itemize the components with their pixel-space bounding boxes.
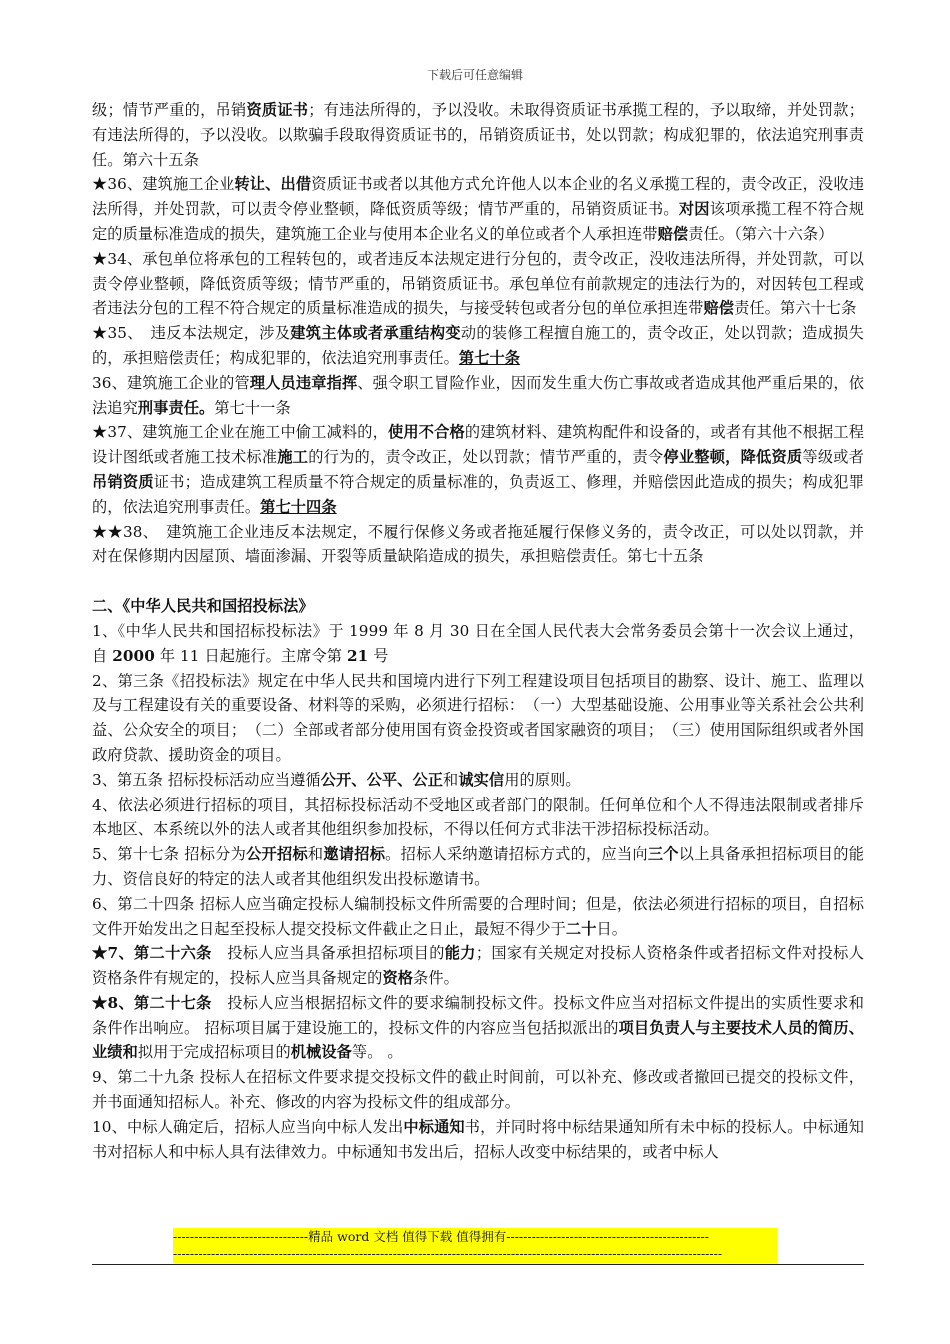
paragraph	[92, 247, 864, 321]
document-body	[92, 98, 864, 1164]
bold-text: 第七十四条	[260, 497, 337, 516]
paragraph	[92, 594, 864, 619]
bold-text: 刑事责任。	[137, 398, 215, 417]
paragraph	[92, 321, 864, 371]
text-segment: 3、第五条 招标投标活动应当遵循	[92, 770, 321, 789]
bold-text: 赔偿	[703, 299, 735, 318]
text-segment: ★36、建筑施工企业	[92, 175, 235, 194]
bold-text: 2000	[112, 646, 155, 665]
paragraph	[92, 420, 864, 519]
text-segment: 该项承揽工程不符合规定的质量标准造成的损失，建筑施工企业与使用本企业名义的单位或者个人承担连带	[92, 200, 864, 243]
text-segment: 的建筑材料、建筑构配件和设备的，或者有其他不根据工程设计图纸或者施工技术标准	[92, 423, 865, 467]
paragraph	[92, 98, 864, 172]
paragraph	[92, 793, 864, 843]
text-segment: 号	[368, 646, 389, 665]
text-segment: 级；情节严重的，吊销	[92, 101, 247, 119]
paragraph	[92, 941, 864, 991]
paragraph	[92, 1115, 864, 1165]
text-segment: ★35、 违反本法规定，涉及	[92, 324, 291, 343]
bold-text: 中标通知	[403, 1117, 465, 1136]
text-segment: 资质证书或者以其他方式允许他人以本企业的名义承揽工程的，责令改正，没收违法所得，并处罚款，可以责令停业整顿，降低资质等级；情节严重的，吊销资质证书。	[92, 175, 865, 219]
text-segment: ★★38、 建筑施工企业违反本法规定，不履行保修义务或者拖延履行保修义务的，责令改正，可以处以罚款，并对在保修期内因屋顶、墙面渗漏、开裂等质量缺陷造成的损失，承担赔偿责任。第七十五条	[92, 522, 864, 566]
text-segment: 和	[443, 770, 459, 789]
text-segment: 2、第三条《招投标法》规定在中华人民共和国境内进行下列工程建设项目包括项目的勘察、设计、施工、监理以及与工程建设有关的重要设备、材料等的采购，必须进行招标： （一）大型基础设施、公用事业等关系社会公共利益、公众安全的项目； （二）全部或者部分使用国有资金投资或者国家融资的项目； （三）使用国际组织或者外国政府贷款、援助资金的项目。	[92, 671, 864, 764]
paragraph	[92, 669, 864, 768]
paragraph	[92, 520, 864, 570]
paragraph	[92, 371, 864, 421]
footer-rule	[92, 1264, 864, 1265]
text-segment: 拟用于完成招标项目的	[137, 1043, 291, 1062]
text-segment: 、强令职工冒险作业，因而发生重大伤亡事故或者造成其他严重后果的，依法追究	[92, 373, 864, 417]
text-segment: ★34、承包单位将承包的工程转包的，或者违反本法规定进行分包的，责令改正，没收违法所得，并处罚款，可以责令停业整顿，降低资质等级；情节严重的，吊销资质证书。承包单位有前款规定的违法行为的，对因转包工程或者违法分包的工程不符合规定的质量标准造成的损失，与接受转包或者分包的单位承担连带	[92, 249, 864, 318]
bold-text: 二十	[565, 919, 597, 938]
bold-text: 对因	[678, 200, 710, 219]
paragraph	[92, 1065, 864, 1115]
bold-text: 二、《中华人民共和国招投标法》	[92, 597, 314, 616]
text-segment: 投标人应当根据招标文件的要求编制投标文件。投标文件应当对招标文件提出的实质性要求和条件作出响应。 招标项目属于建设施工的，投标文件的内容应当包括拟派出的	[92, 993, 864, 1037]
paragraph	[92, 842, 864, 892]
text-segment: 等。 。	[351, 1043, 403, 1062]
text-segment: 6、第二十四条 招标人应当确定投标人编制投标文件所需要的合理时间；但是，依法必须进行招标的项目，自招标文件开始发出之日起至投标人提交投标文件截止之日止，最短不得少于	[92, 894, 864, 938]
text-segment: 1、《中华人民共和国招标投标法》于 1999 年 8 月 30 日在全国人民代表大会常务委员会第十一次会议上通过，自	[92, 621, 864, 665]
text-segment: 等级或者	[802, 448, 864, 467]
text-segment: 书，并同时将中标结果通知所有未中标的投标人。中标通知书对招标人和中标人具有法律效力。中标通知书发出后，招标人改变中标结果的，或者中标人	[92, 1117, 864, 1161]
text-segment: 条件。	[413, 969, 459, 988]
bold-text: 理人员违章指挥	[249, 373, 358, 392]
text-segment: 动的装修工程擅自施工的，责令改正，处以罚款；造成损失的，承担赔偿责任；构成犯罪的，依法追究刑事责任。	[92, 324, 864, 367]
bold-text: 停业整顿，降低资质	[663, 448, 803, 467]
bold-text: 机械设备	[290, 1043, 352, 1062]
bold-text: 21	[347, 646, 369, 665]
page-header: 下载后可任意编辑	[426, 68, 523, 82]
text-segment: 9、第二十九条 投标人在招标文件要求提交投标文件的截止时间前，可以补充、修改或者撤回已提交的投标文件，并书面通知招标人。补充、修改的内容为投标文件的组成部分。	[92, 1068, 864, 1112]
paragraph	[92, 619, 864, 669]
bold-text: 使用不合格	[388, 423, 465, 442]
text-segment: 责任。第六十七条	[734, 299, 857, 318]
text-segment: 的行为的，责令改正，处以罚款；情节严重的，责令	[308, 448, 664, 467]
text-segment: ★37、建筑施工企业在施工中偷工减料的，	[92, 423, 389, 442]
bold-text: 诚实信	[458, 770, 505, 789]
text-segment: 责任。（第六十六条）	[688, 224, 834, 243]
text-segment: 和	[307, 845, 324, 864]
bold-text: 三个	[647, 845, 679, 864]
bold-text: ★7、第二十六条	[92, 944, 212, 963]
text-segment: 用的原则。	[504, 770, 581, 789]
text-segment: 投标人应当具备承担招标项目的	[211, 944, 445, 963]
text-segment: 。招标人采纳邀请招标方式的，应当向	[385, 845, 648, 864]
paragraph	[92, 768, 864, 793]
bold-text: 吊销资质	[92, 472, 154, 491]
text-segment: 日。	[596, 919, 628, 938]
footer-dash-line: ----------------------------------------------------------------------------------------------------------------------------------	[173, 1245, 777, 1263]
bold-text: 公开、公平、公正	[320, 770, 444, 789]
text-segment: ；有违法所得的，予以没收。未取得资质证书承揽工程的，予以取缔，并处罚款；有违法所得的，予以没收。以欺骗手段取得资质证书的，吊销资质证书，处以罚款；构成犯罪的，依法追究刑事责任。第六十五条	[92, 101, 865, 169]
text-segment: 10、中标人确定后，招标人应当向中标人发出	[92, 1117, 404, 1136]
bold-text: 资质证书	[246, 101, 309, 119]
bold-text: 建筑主体或者承重结构变	[290, 324, 461, 343]
bold-text: 邀请招标	[323, 845, 386, 864]
bold-text: ★8、第二十七条	[92, 993, 212, 1012]
bold-text: 能力	[444, 944, 476, 963]
paragraph	[92, 172, 864, 246]
bold-text: 公开招标	[246, 845, 308, 864]
text-segment: 36、建筑施工企业的管	[92, 373, 250, 392]
text-segment: 4、依法必须进行招标的项目，其招标投标活动不受地区或者部门的限制。任何单位和个人不得违法限制或者排斥本地区、本系统以外的法人或者其他组织参加投标，不得以任何方式非法干涉招标投标活动。	[92, 795, 864, 839]
bold-text: 转让、出借	[234, 175, 312, 194]
paragraph	[92, 991, 864, 1065]
text-segment: 5、第十七条 招标分为	[92, 845, 247, 864]
text-segment: 以上具备承担招标项目的能力、资信良好的特定的法人或者其他组织发出投标邀请书。	[92, 845, 865, 888]
footer-banner-line: --------------------------------精品 word 文档 值得下载 值得拥有------------------------------------------------	[173, 1228, 777, 1246]
bold-text: 项目负责人与主要技术人员的简历、业绩和	[92, 1018, 865, 1062]
text-segment: 第七十一条	[214, 398, 291, 417]
text-segment: ；国家有关规定对投标人资格条件或者招标文件对投标人资格条件有规定的，投标人应当具备规定的	[92, 944, 865, 988]
bold-text: 资格	[382, 969, 414, 988]
bold-text: 第七十条	[458, 348, 521, 367]
text-segment: 证书；造成建筑工程质量不符合规定的质量标准的，负责返工、修理，并赔偿因此造成的损失；构成犯罪的，依法追究刑事责任。	[92, 472, 864, 516]
bold-text: 施工	[277, 448, 309, 467]
paragraph	[92, 892, 864, 942]
text-segment: 年 11 日起施行。主席令第	[154, 646, 348, 665]
bold-text: 赔偿	[657, 224, 689, 243]
